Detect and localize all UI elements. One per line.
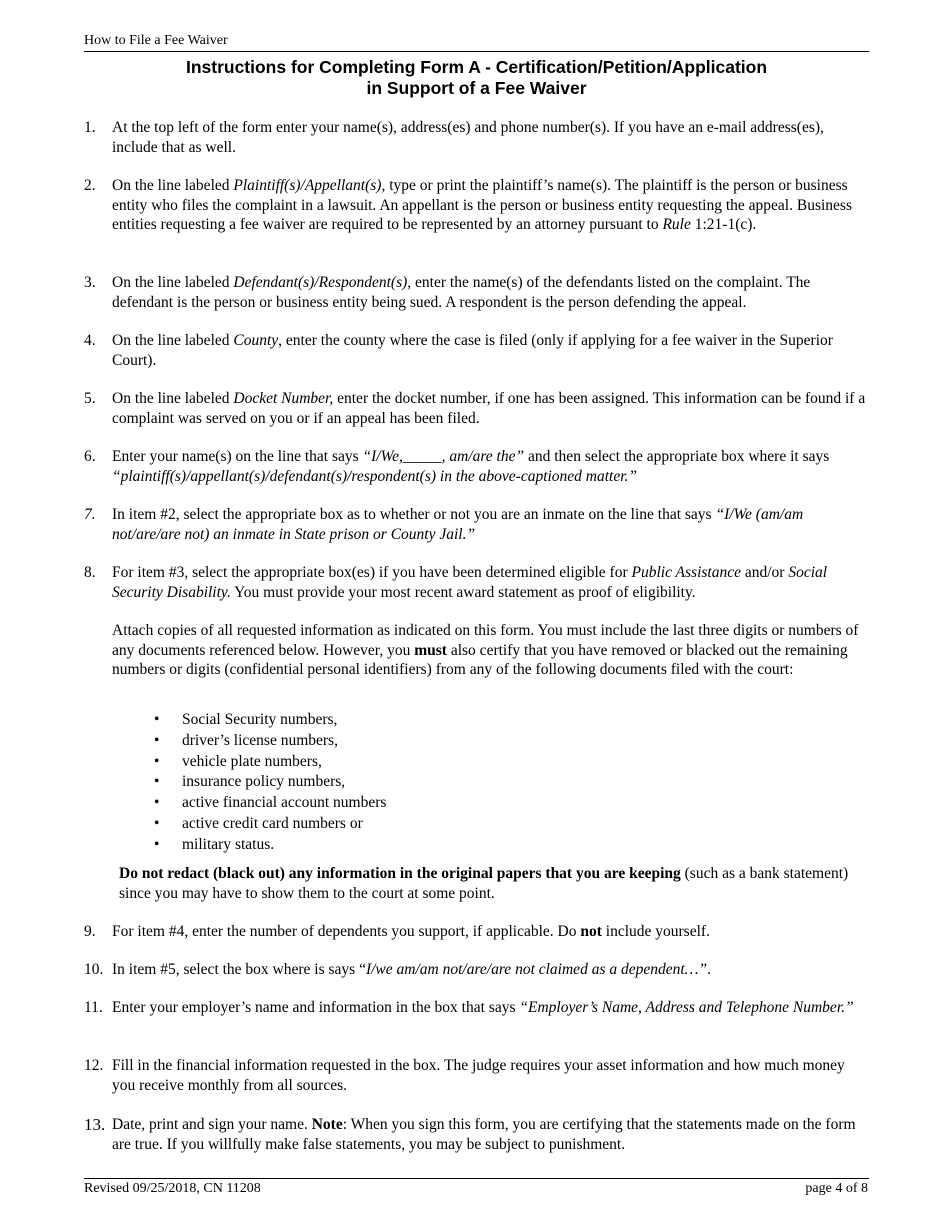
title-line-1: Instructions for Completing Form A - Certification/Petition/Application <box>185 57 768 77</box>
warning-bold: Do not redact (black out) any information in the original papers that you are keeping <box>119 865 681 882</box>
item-bold: not <box>580 923 602 940</box>
revision-note: Revised 09/25/2018, CN 11208 <box>84 1181 261 1196</box>
item-number: 12. <box>84 1057 104 1074</box>
item-number: 6. <box>84 448 96 465</box>
footer-rule <box>84 1178 869 1179</box>
bullet-icon: • <box>154 835 160 853</box>
instruction-4 <box>84 331 869 370</box>
item-emphasis: Public Assistance <box>631 564 741 581</box>
list-item-text: driver’s license numbers, <box>182 731 338 749</box>
item-emphasis: Plaintiff(s)/Appellant(s), <box>233 177 386 194</box>
list-item-text: insurance policy numbers, <box>182 773 346 791</box>
item-text: For item #3, select the appropriate box(es) if you have been determined eligible for <box>112 564 632 581</box>
item-text: and/or <box>741 564 789 581</box>
instruction-11 <box>84 998 869 1018</box>
item-text: , enter the county where the case is filed (only if applying for a fee waiver in the Superior Court). <box>112 332 833 369</box>
item-emphasis: Docket Number, <box>233 390 334 407</box>
list-item-text: military status. <box>182 835 275 853</box>
instruction-12 <box>84 1056 869 1095</box>
warning-text: (such as a bank statement) since you may have to show them to the court at some point. <box>119 865 849 902</box>
item-emphasis: Defendant(s)/Respondent(s) <box>233 274 408 291</box>
item-text: In item #2, select the appropriate box as to whether or not you are an inmate on the line that says <box>112 506 716 523</box>
item-text: In item #5, select the box where is says “ <box>112 961 366 978</box>
instruction-3 <box>84 273 869 312</box>
list-item-text: vehicle plate numbers, <box>182 752 322 770</box>
item-number: 13. <box>84 1115 106 1134</box>
item-text: Enter your name(s) on the line that says <box>112 448 363 465</box>
item-text: Date, print and sign your name. <box>112 1116 312 1133</box>
paragraph-text: Attach copies of all requested information as indicated on this form. You must include the last three digits or numbers of any documents referenced below. However, you <box>112 622 859 659</box>
list-item-text: Social Security numbers, <box>182 711 338 728</box>
item-number: 11. <box>84 999 103 1016</box>
list-item <box>150 793 386 814</box>
instruction-2 <box>84 176 869 235</box>
item-number: 2. <box>84 177 96 194</box>
item-emphasis: Social Security Disability. <box>112 564 828 601</box>
item-emphasis: Rule <box>662 216 691 234</box>
item-emphasis: “I/We (am/am not/are/are not) an inmate in State prison or County Jail.” <box>112 506 804 543</box>
item-number: 9. <box>84 923 96 940</box>
instruction-6 <box>84 447 869 486</box>
item-emphasis: “plaintiff(s)/appellant(s)/defendant(s)/respondent(s) in the above-captioned matter.” <box>112 467 638 485</box>
item-number: 10. <box>84 961 104 978</box>
bullet-icon: • <box>154 773 160 791</box>
item-emphasis: “Employer’s Name, Address and Telephone Number.” <box>519 999 854 1016</box>
item-number: 8. <box>84 564 96 581</box>
item-text: , enter the name(s) of the defendants listed on the complaint. The defendant is the person or business entity being sued. A respondent is the person defending the appeal. <box>112 274 811 311</box>
item-bold: Note <box>311 1116 343 1133</box>
instruction-1 <box>84 118 869 157</box>
item-text: enter the docket number, if one has been assigned. This information can be found if a complaint was served on you or if an appeal has been filed. <box>112 390 866 427</box>
item-number: 5. <box>84 390 96 407</box>
item-text: type or print the plaintiff’s name(s). The plaintiff is the person or business entity who files the complaint in a lawsuit. An appellant is the person or business entity requesting the appeal. Business entities requesting a fee waiver are required to be represented by an attorney pursuant to <box>112 177 852 234</box>
item-text: At the top left of the form enter your name(s), address(es) and phone number(s). If you have an e-mail address(es), include that as well. <box>112 119 824 156</box>
paragraph-text: also certify that you have removed or blacked out the remaining numbers or digits (confidential personal identifiers) from any of the following documents filed with the court: <box>112 641 848 679</box>
item-number: 7. <box>84 506 96 523</box>
bullet-icon: • <box>154 814 160 832</box>
item-number: 1. <box>84 119 96 136</box>
item-text: . <box>707 961 711 978</box>
instruction-5 <box>84 389 869 428</box>
list-item-text: active credit card numbers or <box>182 814 363 832</box>
bullet-icon: • <box>154 794 160 812</box>
list-item-text: active financial account numbers <box>182 794 387 812</box>
item-number: 3. <box>84 274 96 291</box>
item-emphasis: County <box>233 332 279 349</box>
item-text: 1:21-1(c). <box>690 216 757 234</box>
identifier-list <box>150 710 386 856</box>
item-text: You must provide your most recent award statement as proof of eligibility. <box>230 583 696 601</box>
list-item <box>150 814 386 835</box>
item-number: 4. <box>84 332 96 349</box>
paragraph-bold: must <box>414 641 447 659</box>
item-text: On the line labeled <box>112 390 234 407</box>
document-title <box>84 57 869 99</box>
redact-warning <box>119 864 869 903</box>
header-rule <box>84 51 869 52</box>
instruction-9 <box>84 922 869 942</box>
item-text: For item #4, enter the number of dependents you support, if applicable. Do <box>112 923 581 940</box>
item-emphasis: “I/We,_____, am/are the” <box>362 448 525 465</box>
bullet-icon: • <box>154 731 160 749</box>
list-item <box>150 731 386 752</box>
instruction-7 <box>84 505 869 544</box>
item-text: On the line labeled <box>112 274 234 291</box>
item-text: Fill in the financial information requested in the box. The judge requires your asset information and how much money you receive monthly from all sources. <box>112 1057 845 1094</box>
list-item <box>150 835 386 856</box>
instruction-10 <box>84 960 869 980</box>
item-text: On the line labeled <box>112 177 234 194</box>
list-item <box>150 772 386 793</box>
item-text: : When you sign this form, you are certifying that the statements made on the form are true. If you willfully make false statements, you may be subject to punishment. <box>112 1116 856 1153</box>
page-header: How to File a Fee Waiver <box>84 33 228 48</box>
instruction-13 <box>84 1115 869 1154</box>
bullet-icon: • <box>154 752 160 770</box>
item-text: On the line labeled <box>112 332 234 349</box>
title-line-2: in Support of a Fee Waiver <box>366 78 587 98</box>
item-text: Enter your employer’s name and information in the box that says <box>112 999 520 1016</box>
page-number: page 4 of 8 <box>805 1181 868 1196</box>
list-item <box>150 710 386 731</box>
instruction-8 <box>84 563 869 602</box>
attach-paragraph <box>112 621 869 680</box>
item-text: include yourself. <box>601 923 710 940</box>
item-emphasis: I/we am/am not/are/are not claimed as a dependent…” <box>365 961 708 978</box>
bullet-icon: • <box>154 711 160 728</box>
item-text: and then select the appropriate box where it says <box>524 448 830 465</box>
list-item <box>150 752 386 773</box>
